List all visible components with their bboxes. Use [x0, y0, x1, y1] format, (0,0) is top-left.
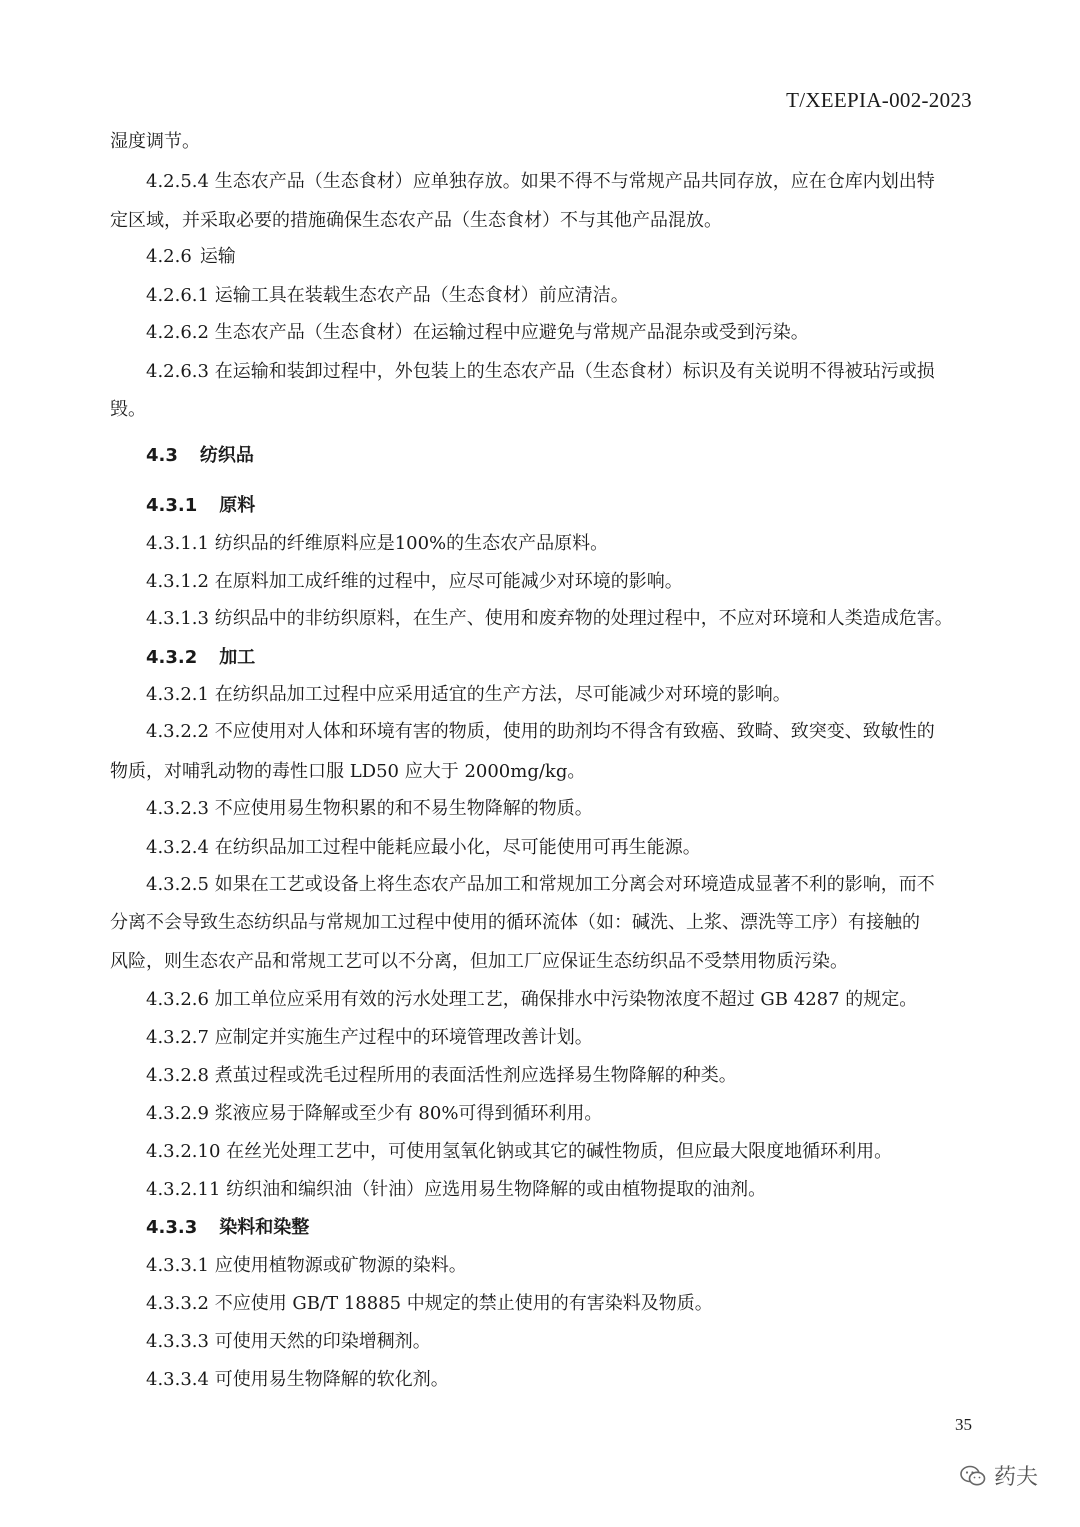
section-title: 纺织品	[199, 445, 254, 466]
paragraph-line: 4.2.6.3 在运输和装卸过程中，外包装上的生态农产品（生态食材）标识及有关说明不得被玷污或损	[146, 361, 935, 382]
paragraph-line: 4.3.2.9 浆液应易于降解或至少有 80%可得到循环利用。	[146, 1103, 603, 1124]
paragraph-line: 毁。	[110, 399, 146, 420]
paragraph-line: 4.3.3.3 可使用天然的印染增稠剂。	[146, 1331, 431, 1352]
paragraph-line: 4.2.6.1 运输工具在装载生态农产品（生态食材）前应清洁。	[146, 285, 629, 306]
section-number: 4.3	[146, 445, 178, 466]
paragraph-line: 4.3.1.3 纺织品中的非纺织原料，在生产、使用和废弃物的处理过程中，不应对环境和人类造成危害。	[146, 608, 953, 629]
paragraph-line: 湿度调节。	[110, 131, 200, 152]
paragraph-line: 物质，对哺乳动物的毒性口服 LD50 应大于 2000mg/kg。	[110, 761, 586, 782]
paragraph-line: 4.3.2.1 在纺织品加工过程中应采用适宜的生产方法，尽可能减少对环境的影响。	[146, 684, 791, 705]
paragraph-line: 4.3.3.1 应使用植物源或矿物源的染料。	[146, 1255, 467, 1276]
section-number: 4.3.1	[146, 495, 198, 516]
paragraph-line: 4.3.2.2 不应使用对人体和环境有害的物质，使用的助剂均不得含有致癌、致畸、致突变、致敏性的	[146, 721, 935, 742]
document-code: T/XEEPIA-002-2023	[786, 88, 972, 112]
wechat-icon	[960, 1465, 986, 1487]
section-heading	[146, 1218, 1008, 1238]
section-title: 加工	[219, 647, 256, 668]
paragraph-line: 4.3.2.8 煮茧过程或洗毛过程所用的表面活性剂应选择易生物降解的种类。	[146, 1065, 737, 1086]
paragraph-line: 4.2.5.4 生态农产品（生态食材）应单独存放。如果不得不与常规产品共同存放，应在仓库内划出特	[146, 171, 935, 192]
watermark	[960, 1460, 1038, 1491]
section-number: 4.3.2	[146, 647, 198, 668]
page-number: 35	[955, 1415, 972, 1434]
paragraph-line: 4.3.2.3 不应使用易生物积累的和不易生物降解的物质。	[146, 798, 593, 819]
section-heading	[146, 496, 1008, 516]
section-number: 4.3.3	[146, 1217, 198, 1238]
paragraph-line: 4.3.2.10 在丝光处理工艺中，可使用氢氧化钠或其它的碱性物质，但应最大限度地循环利用。	[146, 1141, 893, 1162]
paragraph-line: 4.2.6.2 生态农产品（生态食材）在运输过程中应避免与常规产品混杂或受到污染。	[146, 322, 809, 343]
section-heading	[146, 247, 1008, 267]
paragraph-line: 4.3.2.11 纺织油和编织油（针油）应选用易生物降解的或由植物提取的油剂。	[146, 1179, 767, 1200]
paragraph-line: 分离不会导致生态纺织品与常规加工过程中使用的循环流体（如：碱洗、上浆、漂洗等工序）有接触的	[110, 912, 920, 933]
section-number: 4.2.6	[146, 246, 192, 267]
section-heading	[146, 446, 1008, 466]
section-title: 运输	[199, 246, 236, 267]
paragraph-line: 4.3.2.4 在纺织品加工过程中能耗应最小化，尽可能使用可再生能源。	[146, 837, 701, 858]
paragraph-line: 4.3.3.2 不应使用 GB/T 18885 中规定的禁止使用的有害染料及物质。	[146, 1293, 713, 1314]
section-heading	[146, 648, 1008, 668]
paragraph-line: 4.3.3.4 可使用易生物降解的软化剂。	[146, 1369, 449, 1390]
section-title: 染料和染整	[219, 1217, 310, 1238]
paragraph-line: 4.3.2.7 应制定并实施生产过程中的环境管理改善计划。	[146, 1027, 593, 1048]
watermark-text: 药夫	[994, 1465, 1039, 1490]
paragraph-line: 4.3.1.2 在原料加工成纤维的过程中，应尽可能减少对环境的影响。	[146, 571, 683, 592]
paragraph-line: 定区域，并采取必要的措施确保生态农产品（生态食材）不与其他产品混放。	[110, 210, 722, 231]
paragraph-line: 4.3.2.5 如果在工艺或设备上将生态农产品加工和常规加工分离会对环境造成显著不利的影响，而不	[146, 874, 935, 895]
paragraph-line: 4.3.1.1 纺织品的纤维原料应是100%的生态农产品原料。	[146, 533, 609, 554]
section-title: 原料	[219, 495, 256, 516]
paragraph-line: 4.3.2.6 加工单位应采用有效的污水处理工艺，确保排水中污染物浓度不超过 GB 4287 的规定。	[146, 989, 918, 1010]
paragraph-line: 风险，则生态农产品和常规工艺可以不分离，但加工厂应保证生态纺织品不受禁用物质污染。	[110, 951, 848, 972]
